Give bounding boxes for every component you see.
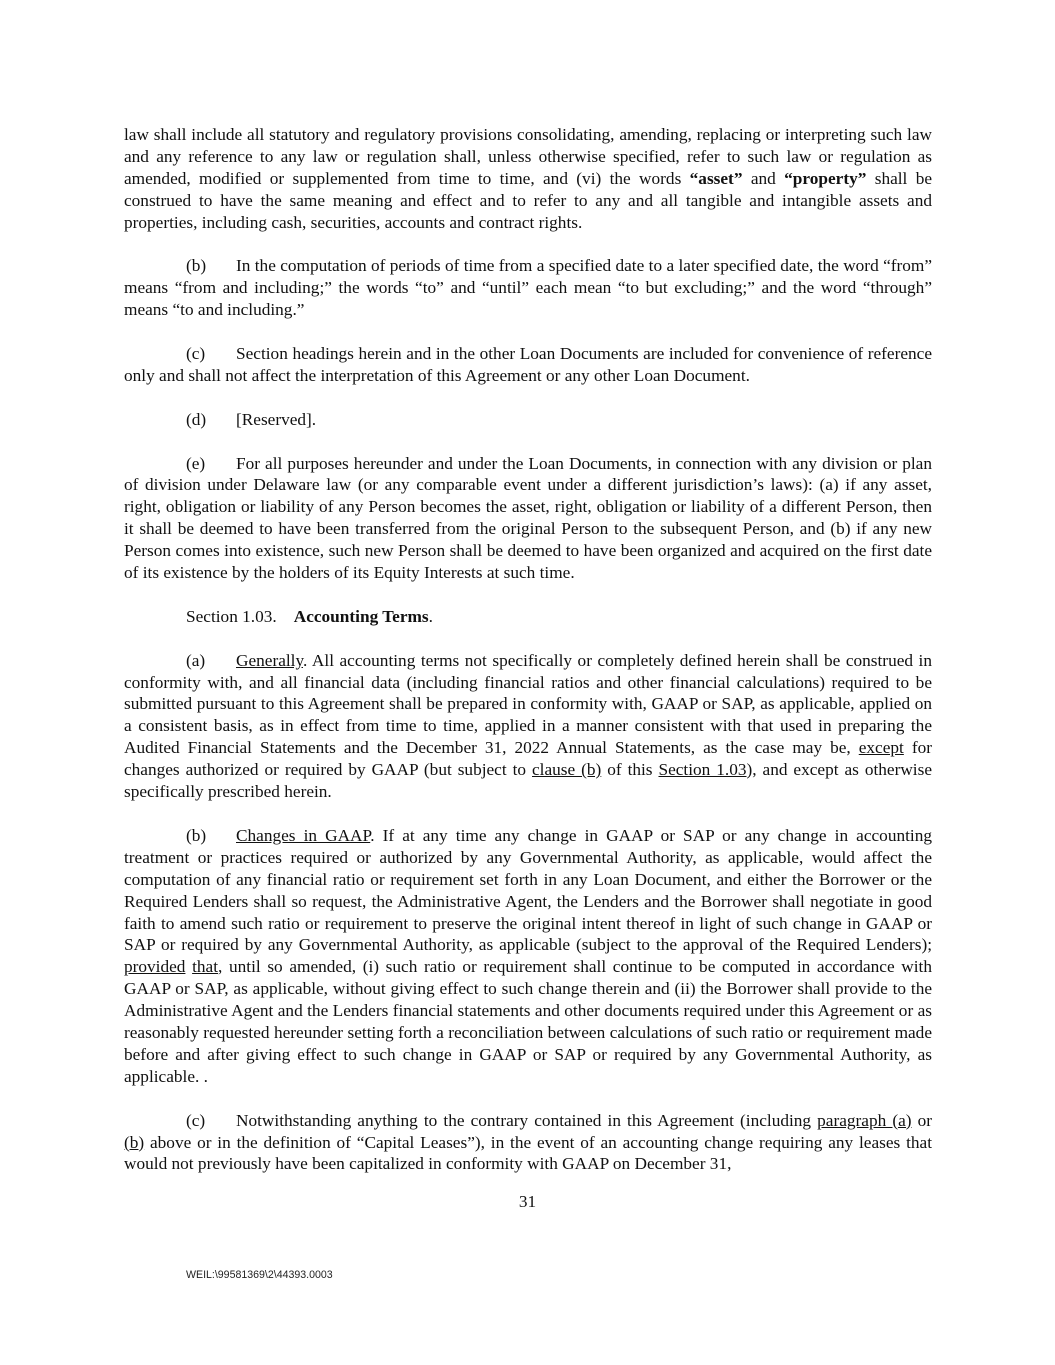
term-property: “property”	[784, 168, 867, 188]
term-except: except	[858, 738, 904, 758]
paragraph-label: (b)	[186, 825, 207, 845]
paragraph-label: (e)	[186, 453, 206, 473]
term-provided: provided	[124, 957, 186, 977]
section-heading	[124, 606, 932, 628]
paragraph-b-changes-in-gaap	[124, 825, 932, 1088]
paragraph-text-2: , until so amended, (i) such ratio or requirement shall continue to be computed in accordance with GAAP or SAP, as applicable, without giving effect to such change therein and (ii) the Borrower shall provide to the Administrative Agent and the Lenders financial statements and other documents required under this Agreement or as reasonably requested hereunder setting forth a reconciliation between calculations of such ratio or requirement made before and after giving effect to such change in GAAP or SAP or required by any Governmental Authority, as applicable. .	[124, 957, 932, 1086]
cross-reference-paragraph-b: (b)	[124, 1132, 145, 1152]
continuation-paragraph	[124, 124, 932, 234]
continuation-text-2: shall be construed to have the same meaning and effect and to refer to any and all tangible and intangible assets and properties, including cash, securities, accounts and contract rights.	[124, 168, 933, 232]
continuation-text-1: law shall include all statutory and regulatory provisions consolidating, amending, replacing or interpreting such law and any reference to any law or regulation shall, unless otherwise specified, refer to such law or regulation as amended, modified or supplemented from time to time, and (vi) the words	[124, 125, 932, 188]
paragraph-heading: Generally	[236, 650, 304, 670]
paragraph-label: (b)	[186, 256, 207, 276]
paragraph-text-2: above or in the definition of “Capital Leases”), in the event of an accounting change requiring any leases that would not previously have been capitalized in conformity with GAAP on December 31,	[124, 1132, 932, 1174]
cross-reference-paragraph-a: paragraph (a)	[817, 1110, 912, 1130]
paragraph-heading: Changes in GAAP	[236, 825, 371, 845]
paragraph-a-generally	[124, 650, 932, 803]
paragraph-text-1: Notwithstanding anything to the contrary contained in this Agreement (including	[236, 1110, 818, 1130]
paragraph-label: (d)	[186, 409, 207, 429]
section-title: Accounting Terms	[293, 606, 429, 626]
paragraph-text: In the computation of periods of time from a specified date to a later specified date, the word “from” means “from and including;” the words “to” and “until” each mean “to but excluding;” and the word “through” means “to and including.”	[124, 256, 932, 320]
section-number: Section 1.03.	[186, 606, 277, 626]
paragraph-text-2: for changes authorized or required by GAAP (but subject to	[124, 738, 932, 780]
paragraph-text: Section headings herein and in the other Loan Documents are included for convenience of reference only and shall not affect the interpretation of this Agreement or any other Loan Document.	[124, 344, 932, 385]
paragraph-text: [Reserved].	[236, 409, 317, 429]
paragraph-text-4: ), and except as otherwise specifically prescribed herein.	[124, 760, 933, 802]
paragraph-text-1: . All accounting terms not specifically or completely defined herein shall be construed in conformity with, and all financial data (including financial ratios and other financial calculations) required to be submitted pursuant to this Agreement shall be prepared in conformity with, GAAP or SAP, as applicable, applied on a consistent basis, as in effect from time to time, applied in a manner consistent with that used in preparing the Audited Financial Statements and the December 31, 2022 Annual Statements, as the case may be,	[124, 650, 932, 758]
page-number: 31	[518, 1192, 537, 1211]
section-title-period: .	[428, 606, 433, 626]
paragraph-b-computation	[124, 255, 932, 321]
paragraph-d-reserved	[124, 409, 932, 431]
paragraph-label: (c)	[186, 1110, 206, 1130]
paragraph-label: (a)	[186, 650, 206, 670]
paragraph-e-division	[124, 453, 932, 584]
paragraph-label: (c)	[186, 344, 206, 364]
cross-reference-section: Section 1.03	[658, 760, 747, 780]
paragraph-text-3: of this	[601, 760, 659, 780]
paragraph-text: For all purposes hereunder and under the Loan Documents, in connection with any division or plan of division under Delaware law (or any comparable event under a different jurisdiction’s laws): (a) if any asset, right, obligation or liability of any Person becomes the asset, right, obligation or liability of a different Person, then it shall be deemed to have been transferred from the original Person to the subsequent Person, and (b) if any new Person comes into existence, such new Person shall be deemed to have been organized and acquired on the first date of its existence by the holders of its Equity Interests at such time.	[124, 453, 932, 583]
document-body	[124, 124, 932, 1197]
paragraph-c-notwithstanding	[124, 1110, 932, 1176]
cross-reference-clause-b: clause (b)	[532, 760, 602, 780]
term-that: that	[192, 957, 219, 977]
continuation-and: and	[742, 168, 785, 188]
paragraph-text-1: . If at any time any change in GAAP or SAP or any change in accounting treatment or practices required or authorized by any Governmental Authority, as applicable, would affect the computation of any financial ratio or requirement set forth in any Loan Document, and either the Borrower or the Required Lenders shall so request, the Administrative Agent, the Lenders and the Borrower shall negotiate in good faith to amend such ratio or requirement to preserve the original intent thereof in light of such change in GAAP or SAP or required by any Governmental Authority, as applicable (subject to the approval of the Required Lenders);	[124, 825, 932, 955]
term-asset: “asset”	[689, 168, 743, 188]
paragraph-text-or: or	[911, 1110, 933, 1130]
paragraph-c-headings	[124, 343, 932, 387]
document-id-footer: WEIL:\99581369\2\44393.0003	[186, 1269, 333, 1281]
